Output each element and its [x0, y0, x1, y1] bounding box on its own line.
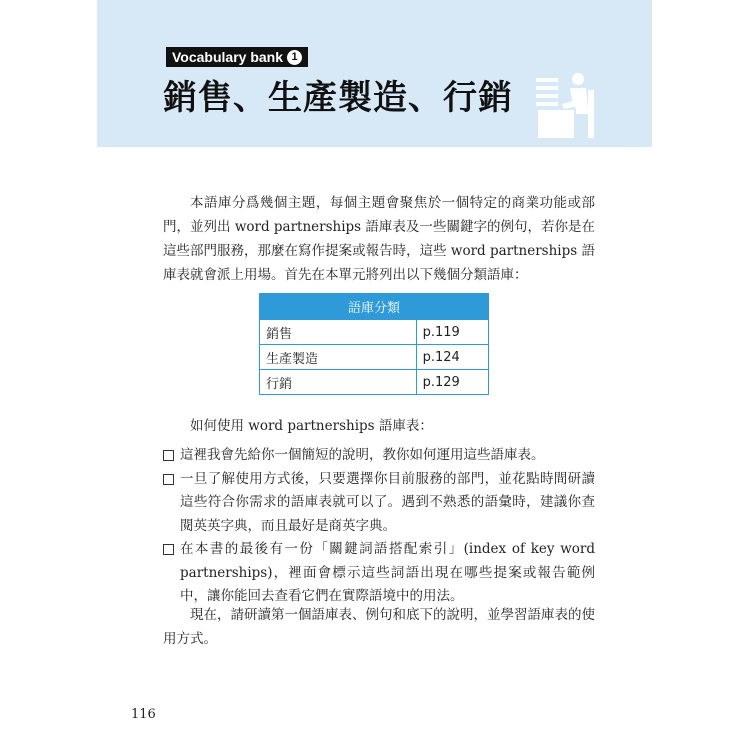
- category-name: 銷售: [260, 320, 417, 345]
- bullet-text: 這裡我會先給你一個簡短的說明，教你如何運用這些語庫表。: [180, 447, 545, 463]
- usage-title: 如何使用 word partnerships 語庫表：: [190, 418, 433, 434]
- page-title: 銷售、生產製造、行銷: [163, 78, 513, 118]
- list-item: [163, 468, 595, 539]
- page-number: 116: [131, 707, 156, 722]
- bullet-text: 一旦了解使用方式後，只要選擇你目前服務的部門，並花點時間研讀這些符合你需求的語庫表就可以了。遇到不熟悉的語彙時，建議你查閱英英字典，而且最好是商英字典。: [180, 470, 595, 534]
- table-row: [260, 320, 489, 345]
- category-table: [259, 293, 489, 395]
- category-page: p.124: [416, 345, 488, 370]
- vocabulary-bank-tag: [166, 47, 308, 67]
- closing-paragraph: 現在，請研讀第一個語庫表、例句和底下的說明，並學習語庫表的使用方式。: [163, 607, 595, 647]
- table-row: [260, 345, 489, 370]
- table-row: [260, 370, 489, 395]
- vocabulary-bank-label: Vocabulary bank: [172, 49, 284, 65]
- checkbox-icon: [163, 450, 174, 461]
- list-item: [163, 444, 595, 468]
- checkbox-icon: [163, 474, 174, 485]
- intro-paragraph: 本語庫分爲幾個主題，每個主題會聚焦於一個特定的商業功能或部門，並列出 word partnerships 語庫表及一些關鍵字的例句，若你是在這些部門服務，那麼在寫作提案或報告時，這些 word partnerships 語庫表就會派上用場。首先在本單元將列出以下幾個分類語庫：: [163, 195, 595, 283]
- category-name: 生產製造: [260, 345, 417, 370]
- person-at-desk-icon: [532, 70, 602, 138]
- category-page: p.119: [416, 320, 488, 345]
- category-table-header: 語庫分類: [260, 294, 489, 320]
- category-page: p.129: [416, 370, 488, 395]
- category-name: 行銷: [260, 370, 417, 395]
- bullet-text: 在本書的最後有一份「關鍵詞語搭配索引」(index of key word partnerships)，裡面會標示這些詞語出現在哪些提案或報告範例中，讓你能回去查看它們在實際語境中的用法。: [180, 541, 595, 604]
- checkbox-icon: [163, 544, 174, 555]
- vocabulary-bank-number: 1: [287, 50, 302, 65]
- list-item: [163, 538, 595, 609]
- usage-bullet-list: [163, 444, 595, 609]
